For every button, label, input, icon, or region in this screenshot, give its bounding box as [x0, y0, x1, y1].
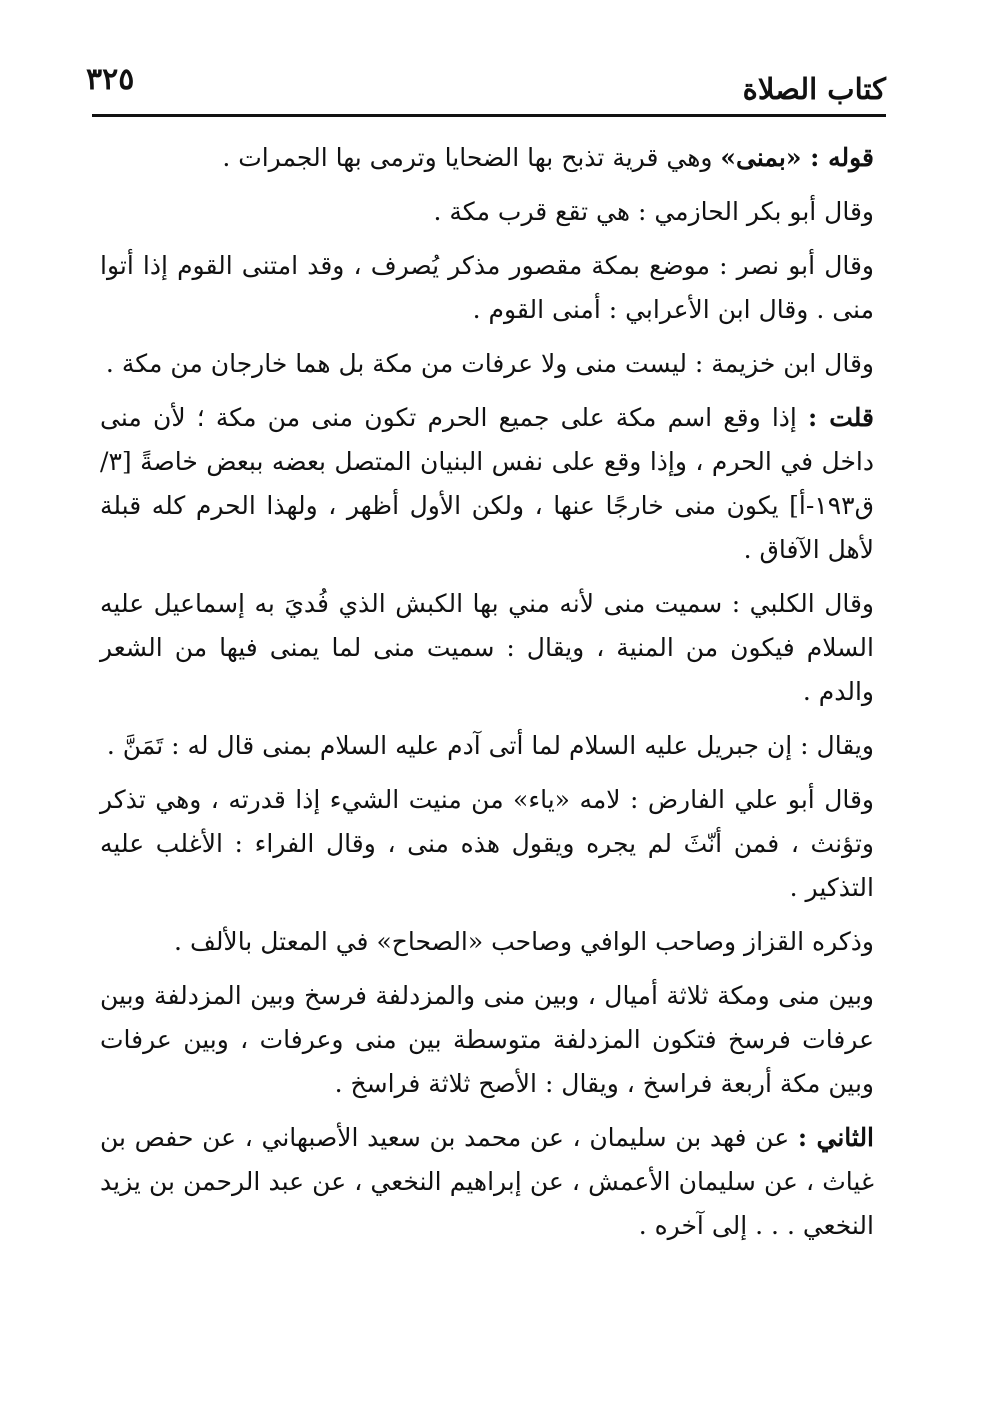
paragraph: [100, 244, 874, 332]
page-number: ٣٢٥: [86, 62, 135, 97]
paragraph-text: وبين منى ومكة ثلاثة أميال ، وبين منى والمزدلفة فرسخ وبين المزدلفة وبين عرفات فرسخ فتكون المزدلفة متوسطة بين منى وعرفات ، وبين عرفات وبين مكة أربعة فراسخ ، ويقال : الأصح ثلاثة فراسخ .: [100, 981, 874, 1098]
paragraph-lead: قلت :: [808, 403, 874, 432]
running-title: كتاب الصلاة: [742, 72, 886, 106]
paragraph-text: وقال أبو علي الفارض : لامه «ياء» من منيت الشيء إذا قدرته ، وهي تذكر وتؤنث ، فمن أنّثَ لم يجره ويقول هذه منى ، وقال الفراء : الأغلب عليه التذكير .: [100, 785, 874, 902]
paragraph: [100, 974, 874, 1106]
paragraph-text: وذكره القزاز وصاحب الوافي وصاحب «الصحاح» في المعتل بالألف .: [174, 927, 874, 956]
paragraph-text: عن فهد بن سليمان ، عن محمد بن سعيد الأصبهاني ، عن حفص بن غياث ، عن سليمان الأعمش ، عن إبراهيم النخعي ، عن عبد الرحمن بن يزيد النخعي . . . إلى آخره .: [100, 1123, 874, 1240]
paragraph-text: وقال الكلبي : سميت منى لأنه مني بها الكبش الذي فُديَ به إسماعيل عليه السلام فيكون من المنية ، ويقال : سميت منى لما يمنى فيها من الشعر والدم .: [100, 589, 874, 706]
paragraph: [100, 136, 874, 180]
paragraph: [100, 920, 874, 964]
paragraph-lead: قوله : «بمنى»: [720, 143, 874, 172]
paragraph: [100, 190, 874, 234]
header-rule: [92, 114, 886, 117]
paragraph-text: وقال أبو بكر الحازمي : هي تقع قرب مكة .: [433, 197, 874, 226]
paragraph-lead: الثاني :: [797, 1123, 875, 1152]
paragraph: [100, 396, 874, 572]
page-body: [100, 136, 874, 1258]
paragraph: [100, 724, 874, 768]
paragraph-text: إذا وقع اسم مكة على جميع الحرم تكون منى من مكة ؛ لأن منى داخل في الحرم ، وإذا وقع على نفس البنيان المتصل بعضه ببعض خاصةً [٣/ ق١٩٣-أ] يكون منى خارجًا عنها ، ولكن الأول أظهر ، ولهذا الحرم كله قبلة لأهل الآفاق .: [100, 403, 874, 564]
paragraph: [100, 582, 874, 714]
paragraph-text: وقال أبو نصر : موضع بمكة مقصور مذكر يُصرف ، وقد امتنى القوم إذا أتوا منى . وقال ابن الأعرابي : أمنى القوم .: [100, 251, 874, 324]
paragraph-text: ويقال : إن جبريل عليه السلام لما أتى آدم عليه السلام بمنى قال له : تَمَنَّ .: [106, 731, 874, 760]
paragraph-text: وهي قرية تذبح بها الضحايا وترمى بها الجمرات .: [222, 143, 721, 172]
paragraph: [100, 1116, 874, 1248]
paragraph-text: وقال ابن خزيمة : ليست منى ولا عرفات من مكة بل هما خارجان من مكة .: [105, 349, 874, 378]
paragraph: [100, 778, 874, 910]
page-header: [86, 58, 886, 118]
paragraph: [100, 342, 874, 386]
